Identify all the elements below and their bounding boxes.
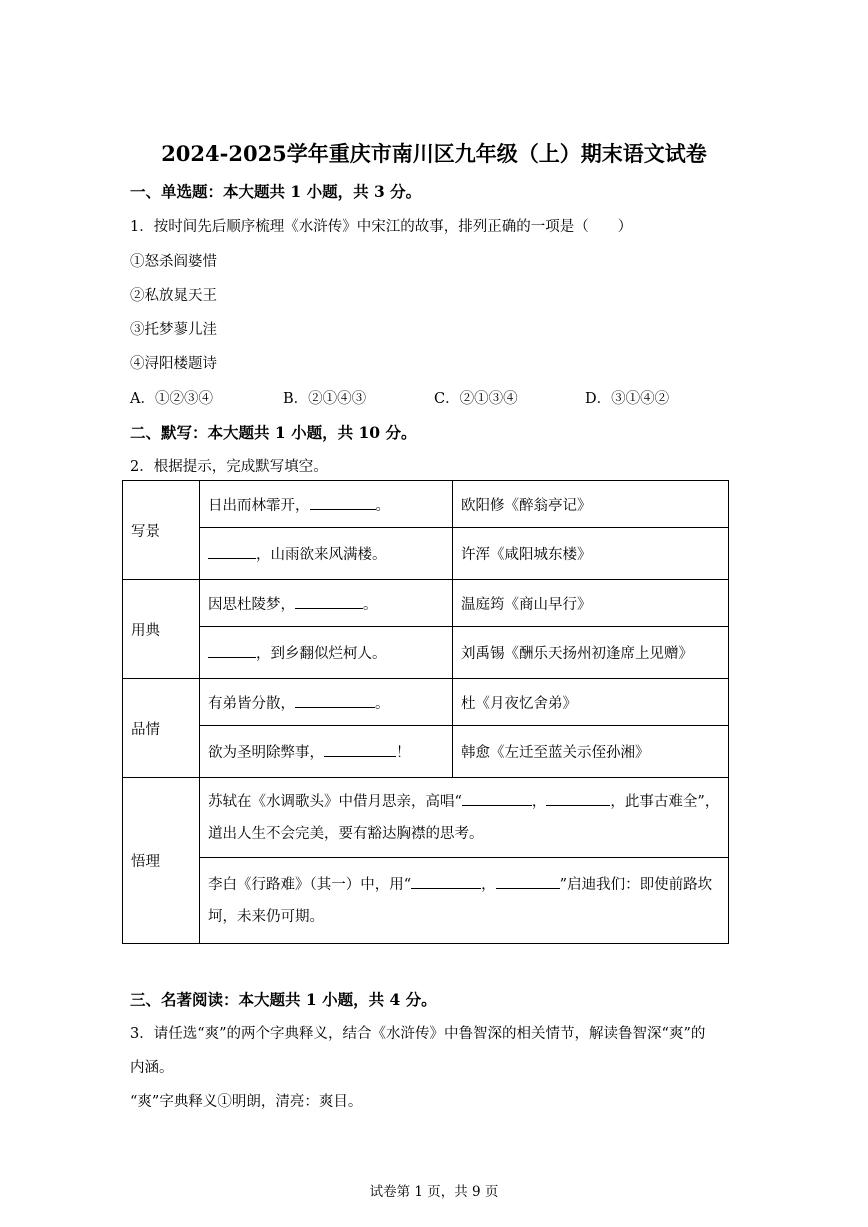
option-c[interactable]: C．②①③④ bbox=[434, 391, 518, 407]
option-b[interactable]: B．②①④③ bbox=[283, 391, 367, 407]
category-cell: 品情 bbox=[123, 679, 200, 778]
dictation-line: 苏轼在《水调歌头》中借月思亲，高唱“ ， ，此事古难全”， 道出人生不会完美，要有豁达胸襟的思考。 bbox=[200, 778, 729, 858]
question-1: 1．按时间先后顺序梳理《水浒传》中宋江的故事，排列正确的一项是（ ） bbox=[130, 219, 633, 235]
source-cell: 许浑《咸阳城东楼》 bbox=[453, 528, 729, 580]
section2-heading: 二、默写：本大题共 1 小题，共 10 分。 bbox=[130, 423, 417, 442]
category-cell: 悟理 bbox=[123, 778, 200, 944]
q1-item: ③托梦蓼儿洼 bbox=[130, 322, 217, 338]
dictation-line: 有弟皆分散， 。 bbox=[200, 679, 453, 726]
dictation-line: 李白《行路难》（其一）中，用“ ， ”启迪我们：即使前路坎 坷，未来仍可期。 bbox=[200, 858, 729, 944]
answer-blank[interactable] bbox=[546, 791, 610, 806]
question-2: 2．根据提示，完成默写填空。 bbox=[130, 459, 328, 475]
source-cell: 刘禹锡《酬乐天扬州初逢席上见赠》 bbox=[453, 627, 729, 679]
source-cell: 欧阳修《醉翁亭记》 bbox=[453, 481, 729, 528]
question-3-continued: 内涵。 bbox=[130, 1060, 174, 1076]
answer-blank[interactable] bbox=[310, 495, 376, 510]
page-footer: 试卷第 1 页，共 9 页 bbox=[369, 1184, 499, 1200]
answer-blank[interactable] bbox=[295, 693, 375, 708]
category-cell: 写景 bbox=[123, 481, 200, 580]
q1-item: ④浔阳楼题诗 bbox=[130, 356, 217, 372]
dictation-line: 因思杜陵梦， 。 bbox=[200, 580, 453, 627]
answer-blank[interactable] bbox=[295, 594, 363, 609]
page-title: 2024-2025学年重庆市南川区九年级（上）期末语文试卷 bbox=[161, 141, 707, 166]
dictation-line: 欲为圣明除弊事， ！ bbox=[200, 726, 453, 778]
section3-heading: 三、名著阅读：本大题共 1 小题，共 4 分。 bbox=[130, 990, 437, 1009]
answer-blank[interactable] bbox=[208, 643, 256, 658]
dictation-line: 日出而林霏开， 。 bbox=[200, 481, 453, 528]
q1-item: ②私放晁天王 bbox=[130, 288, 217, 304]
option-a[interactable]: A．①②③④ bbox=[130, 391, 213, 407]
answer-blank[interactable] bbox=[208, 544, 256, 559]
question-3: 3．请任选“爽”的两个字典释义，结合《水浒传》中鲁智深的相关情节，解读鲁智深“爽”的 bbox=[130, 1026, 706, 1042]
answer-blank[interactable] bbox=[411, 874, 481, 889]
dictation-line: ，到乡翻似烂柯人。 bbox=[200, 627, 453, 679]
dictation-line: ，山雨欲来风满楼。 bbox=[200, 528, 453, 580]
answer-blank[interactable] bbox=[496, 874, 560, 889]
category-cell: 用典 bbox=[123, 580, 200, 679]
source-cell: 温庭筠《商山早行》 bbox=[453, 580, 729, 627]
answer-blank[interactable] bbox=[324, 742, 396, 757]
dictation-table bbox=[122, 480, 729, 944]
section1-heading: 一、单选题：本大题共 1 小题，共 3 分。 bbox=[130, 182, 422, 201]
answer-blank[interactable] bbox=[462, 791, 532, 806]
option-d[interactable]: D．③①④② bbox=[585, 391, 670, 407]
definition-line: “爽”字典释义①明朗，清亮：爽目。 bbox=[130, 1094, 363, 1110]
source-cell: 杜《月夜忆舍弟》 bbox=[453, 679, 729, 726]
source-cell: 韩愈《左迁至蓝关示侄孙湘》 bbox=[453, 726, 729, 778]
q1-item: ①怒杀阎婆惜 bbox=[130, 254, 217, 270]
